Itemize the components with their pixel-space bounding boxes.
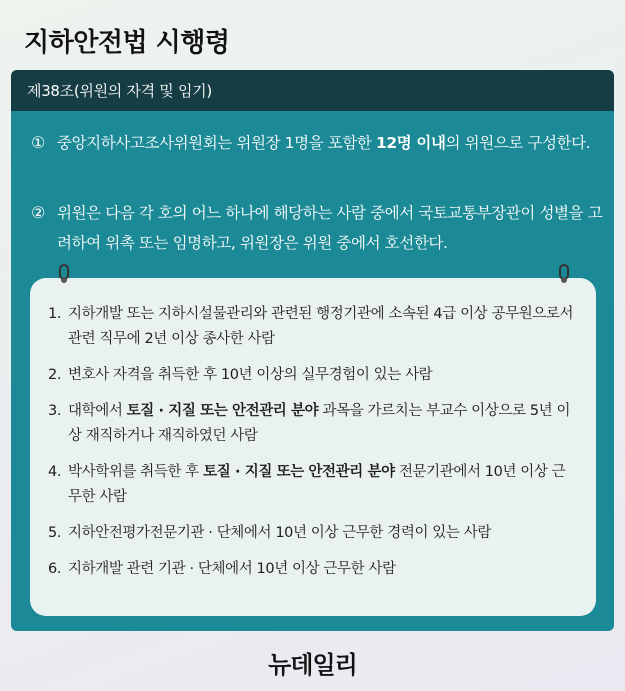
list-item-text-pre: 대학에서 <box>68 403 127 419</box>
list-item-text-bold: 토질 · 지질 또는 안전관리 분야 <box>126 403 319 419</box>
list-item <box>48 363 578 388</box>
clause-text <box>57 128 606 158</box>
list-item-text <box>68 460 578 510</box>
list-item-number: 6. <box>48 561 62 577</box>
list-item <box>48 399 578 449</box>
list-item <box>48 521 578 546</box>
list-item-text <box>68 521 578 546</box>
list-item <box>48 557 578 582</box>
clause-1 <box>31 128 606 158</box>
list-item <box>48 302 578 352</box>
clause-text-pre: 중앙지하사고조사위원회는 위원장 1명을 포함한 <box>57 134 377 152</box>
clause-text-post: 의 위원으로 구성한다. <box>445 134 591 152</box>
qualification-list <box>30 278 596 616</box>
binder-ring-icon <box>558 264 570 286</box>
list-item-number: 2. <box>48 367 62 383</box>
article-header <box>11 70 614 111</box>
list-item-text-pre: 변호사 자격을 취득한 후 10년 이상의 실무경험이 있는 사람 <box>68 367 433 383</box>
clause-2 <box>31 198 606 258</box>
list-item-text <box>68 399 578 449</box>
list-item-number: 3. <box>48 403 62 419</box>
page-title: 지하안전법 시행령 <box>24 28 230 58</box>
article-heading: 제38조(위원의 자격 및 임기) <box>27 82 212 100</box>
list-items <box>48 302 578 582</box>
list-item-text-bold: 토질 · 지질 또는 안전관리 분야 <box>203 464 395 480</box>
list-item-number: 4. <box>48 464 62 480</box>
article-card <box>11 70 614 631</box>
binder-ring-icon <box>58 264 70 286</box>
list-item-text <box>68 557 578 582</box>
list-item-text-post: 전문기관에서 10년 이상 근무한 사람 <box>68 464 566 505</box>
list-item-text-pre: 박사학위를 취득한 후 <box>68 464 204 480</box>
list-item-number: 1. <box>48 306 62 322</box>
list-item-text-pre: 지하개발 관련 기관 · 단체에서 10년 이상 근무한 사람 <box>68 561 396 577</box>
list-item-text-pre: 지하안전평가전문기관 · 단체에서 10년 이상 근무한 경력이 있는 사람 <box>68 525 491 541</box>
list-item-text <box>68 302 578 352</box>
list-item <box>48 460 578 510</box>
clause-number: ① <box>31 133 45 152</box>
clause-number: ② <box>31 203 45 222</box>
clause-text-bold: 12명 이내 <box>376 134 446 152</box>
publisher-logo: 뉴데일리 <box>268 651 357 679</box>
list-item-text <box>68 363 578 388</box>
clause-text: 위원은 다음 각 호의 어느 하나에 해당하는 사람 중에서 국토교통부장관이 성별을 고려하여 위촉 또는 임명하고, 위원장은 위원 중에서 호선한다. <box>57 204 603 252</box>
list-item-text-post: 과목을 가르치는 부교수 이상으로 5년 이상 재직하거나 재직하였던 사람 <box>68 403 571 444</box>
list-item-text-pre: 지하개발 또는 지하시설물관리와 관련된 행정기관에 소속된 4급 이상 공무원으로서 관련 직무에 2년 이상 종사한 사람 <box>68 306 574 347</box>
list-item-number: 5. <box>48 525 62 541</box>
